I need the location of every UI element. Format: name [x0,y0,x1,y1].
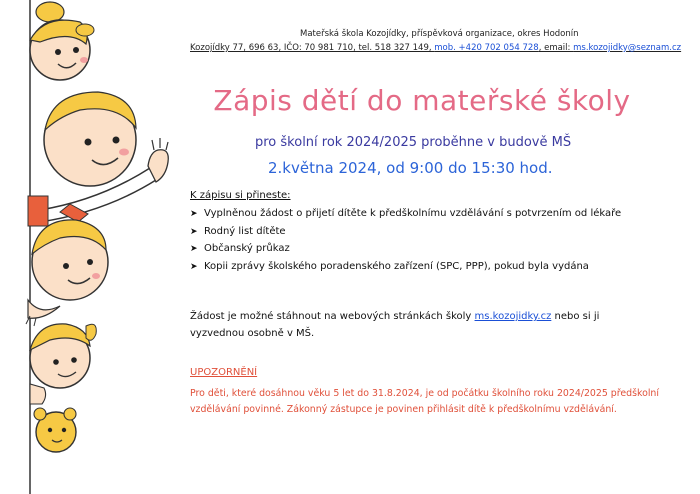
bring-heading: K zápisu si přineste: [190,190,291,201]
date-line: 2.května 2024, od 9:00 do 15:30 hod. [268,159,553,177]
arrow-bullet-icon: ➤ [190,209,198,219]
arrow-bullet-icon: ➤ [190,226,198,237]
download-paragraph [190,308,650,342]
download-text-before: Žádost je možné stáhnout na webových stránkách školy [190,311,475,322]
child-4-icon [30,324,96,404]
list-item [190,261,621,279]
list-item-text: Rodný list dítěte [204,225,286,237]
bring-list [190,208,621,278]
list-item [190,226,621,244]
email-label: , email: [538,43,574,53]
org-line: Mateřská škola Kozojídky, příspěvková organizace, okres Hodonín [300,29,579,39]
arrow-bullet-icon: ➤ [190,261,198,272]
page-title: Zápis dětí do mateřské školy [213,84,631,117]
child-2-icon [40,92,168,222]
school-website-link[interactable]: ms.kozojidky.cz [474,311,552,322]
contact-address: Kozojídky 77, 696 63, IČO: 70 981 710, tel. 518 327 149, [190,43,435,53]
notice-heading: UPOZORNĚNÍ [190,367,258,378]
children-illustration [0,0,185,494]
contact-line [190,43,681,53]
download-text-after: nebo si ji vyzvednou osobně v MŠ. [190,311,600,339]
mobile-number[interactable]: mob. +420 702 054 728 [434,43,539,53]
list-item-text: Kopii zprávy školského poradenského zařízení (SPC, PPP), pokud byla vydána [204,260,589,272]
notice-text: Pro děti, které dosáhnou věku 5 let do 31.8.2024, je od počátku školního roku 2024/2025 předškolní vzdělávání povinné. Zákonný zástupce je povinen přihlásit dítě k předškolnímu vzdělávání. [190,388,659,415]
school-year-line: pro školní rok 2024/2025 proběhne v budově MŠ [255,135,572,150]
list-item [190,243,621,261]
list-item [190,208,621,226]
email-link[interactable]: ms.kozojidky@seznam.cz [573,43,682,53]
list-item-text: Vyplněnou žádost o přijetí dítěte k předškolnímu vzdělávání s potvrzením od lékaře [204,208,622,219]
child-1-icon [30,2,94,80]
child-5-icon [34,408,76,452]
arrow-bullet-icon: ➤ [190,244,198,254]
list-item-text: Občanský průkaz [204,243,290,254]
